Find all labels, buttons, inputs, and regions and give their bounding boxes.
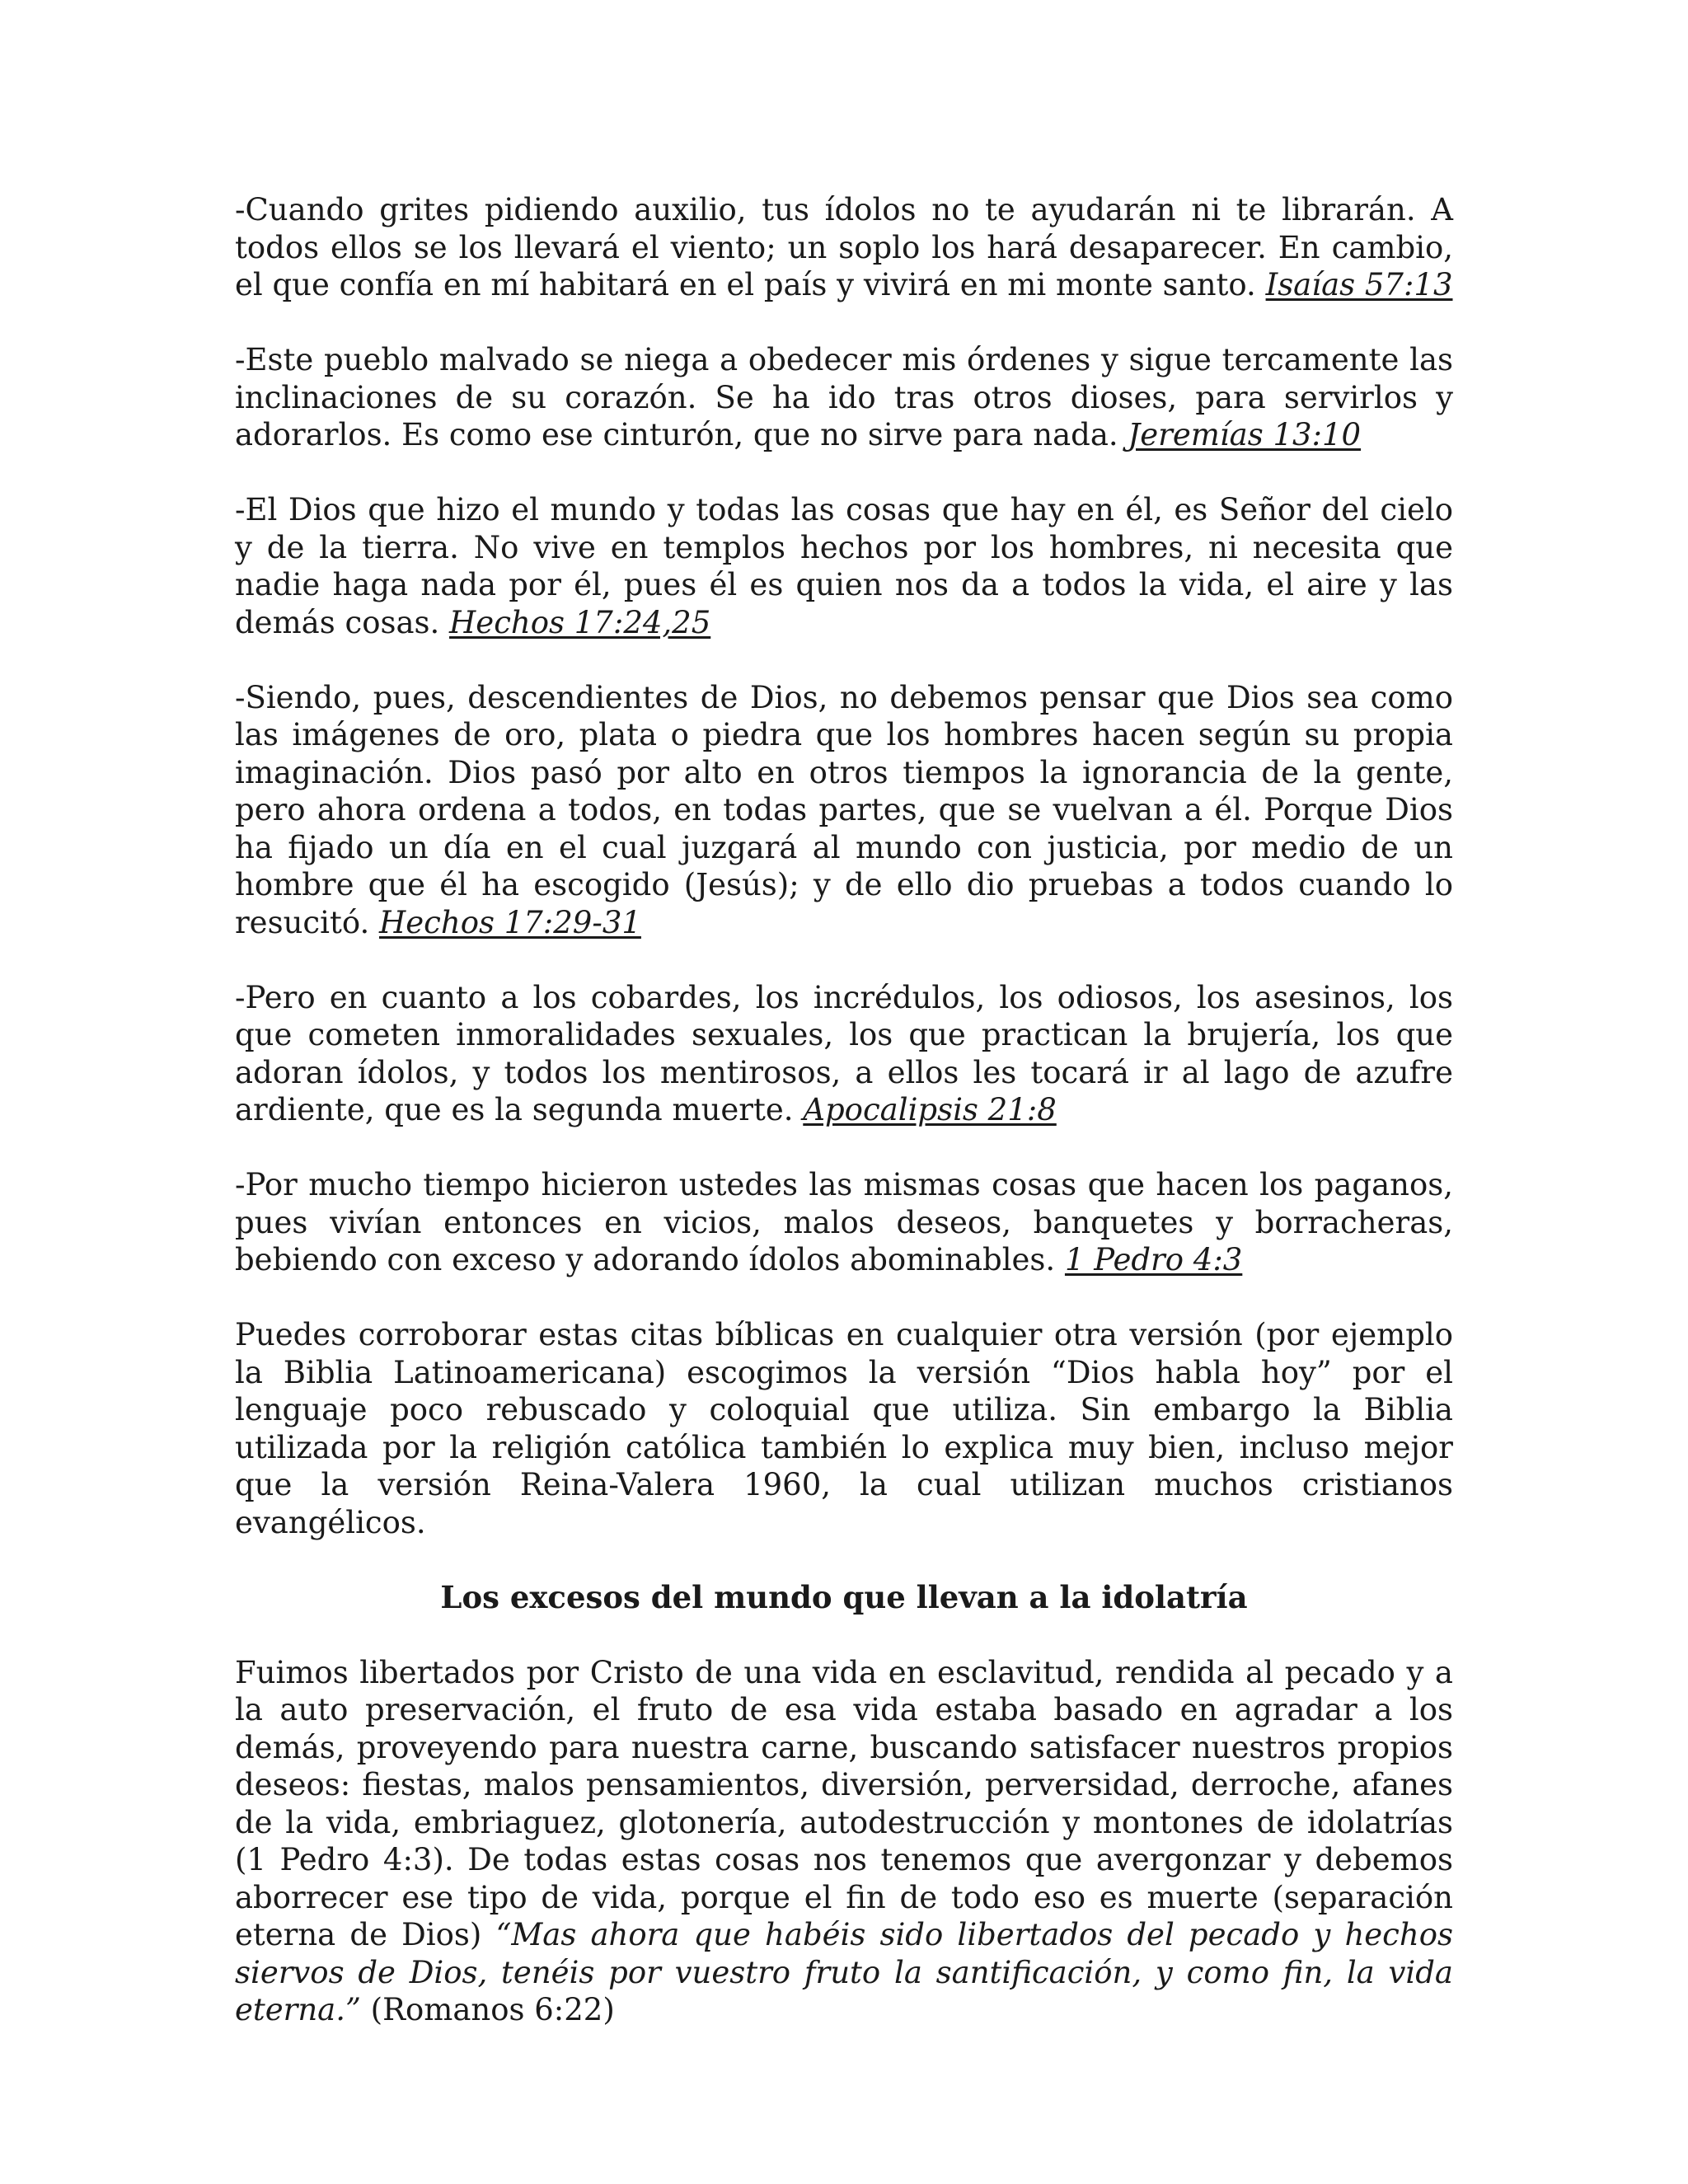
- verse-paragraph: [235, 191, 1453, 304]
- scripture-citation: (Romanos 6:22): [360, 1992, 615, 2027]
- verse-reference: Jeremías 13:10: [1128, 417, 1362, 452]
- verse-paragraph: [235, 341, 1453, 454]
- verse-reference: Hechos 17:29-31: [378, 904, 641, 940]
- verse-reference: Hechos 17:24,25: [449, 604, 711, 640]
- verse-text: -Cuando grites pidiendo auxilio, tus ídolos no te ayudarán ni te librarán. A todos ellos se los llevará el viento; un soplo los hará desaparecer. En cambio, el que confía en mí habitará en el país y vivirá en mi monte santo.: [235, 192, 1453, 302]
- body-paragraph: [235, 1654, 1453, 2029]
- verse-paragraph: [235, 1166, 1453, 1279]
- verse-text: -Por mucho tiempo hicieron ustedes las mismas cosas que hacen los paganos, pues vivían entonces en vicios, malos deseos, banquetes y borracheras, bebiendo con exceso y adorando ídolos abominables.: [235, 1167, 1453, 1277]
- verse-reference: 1 Pedro 4:3: [1064, 1242, 1243, 1277]
- section-heading: Los excesos del mundo que llevan a la idolatría: [440, 1578, 1248, 1615]
- verse-paragraph: [235, 491, 1453, 641]
- verse-text: -Pero en cuanto a los cobardes, los incrédulos, los odiosos, los asesinos, los que cometen inmoralidades sexuales, los que practican la brujería, los que adoran ídolos, y todos los mentirosos, a ellos les tocará ir al lago de azufre ardiente, que es la segunda muerte.: [235, 979, 1453, 1127]
- verse-text: -El Dios que hizo el mundo y todas las cosas que hay en él, es Señor del cielo y de la tierra. No vive en templos hechos por los hombres, ni necesita que nadie haga nada por él, pues él es quien nos da a todos la vida, el aire y las demás cosas.: [235, 492, 1453, 640]
- verse-text: -Siendo, pues, descendientes de Dios, no debemos pensar que Dios sea como las imágenes de oro, plata o piedra que los hombres hacen según su propia imaginación. Dios pasó por alto en otros tiempos la ignorancia de la gente, pero ahora ordena a todos, en todas partes, que se vuelvan a él. Porque Dios ha fijado un día en el cual juzgará al mundo con justicia, por medio de un hombre que él ha escogido (Jesús); y de ello dio pruebas a todos cuando lo resucitó.: [235, 679, 1453, 940]
- verse-reference: Apocalipsis 21:8: [803, 1092, 1057, 1127]
- verse-text: -Este pueblo malvado se niega a obedecer mis órdenes y sigue tercamente las inclinaciones de su corazón. Se ha ido tras otros dioses, para servirlos y adorarlos. Es como ese cinturón, que no sirve para nada.: [235, 342, 1453, 452]
- body-text: Fuimos libertados por Cristo de una vida en esclavitud, rendida al pecado y a la auto preservación, el fruto de esa vida estaba basado en agradar a los demás, proveyendo para nuestra carne, buscando satisfacer nuestros propios deseos: fiestas, malos pensamientos, diversión, perversidad, derroche, afanes de la vida, embriaguez, glotonería, autodestrucción y montones de idolatrías (1 Pedro 4:3). De todas estas cosas nos tenemos que avergonzar y debemos aborrecer ese tipo de vida, porque el fin de todo eso es muerte (separación eterna de Dios): [235, 1654, 1453, 1952]
- scripture-quote: “Mas ahora que habéis sido libertados del pecado y hechos siervos de Dios, tenéis por vuestro fruto la santificación, y como fin, la vida eterna.”: [235, 1917, 1453, 2027]
- verse-paragraph: [235, 679, 1453, 942]
- version-note-paragraph: Puedes corroborar estas citas bíblicas en cualquier otra versión (por ejemplo la Biblia Latinoamericana) escogimos la versión “Dios habla hoy” por el lenguaje poco rebuscado y coloquial que utiliza. Sin embargo la Biblia utilizada por la religión católica también lo explica muy bien, incluso mejor que la versión Reina-Valera 1960, la cual utilizan muchos cristianos evangélicos.: [235, 1317, 1453, 1540]
- document-page: [235, 191, 1453, 2066]
- verse-reference: Isaías 57:13: [1265, 267, 1453, 302]
- verse-paragraph: [235, 979, 1453, 1129]
